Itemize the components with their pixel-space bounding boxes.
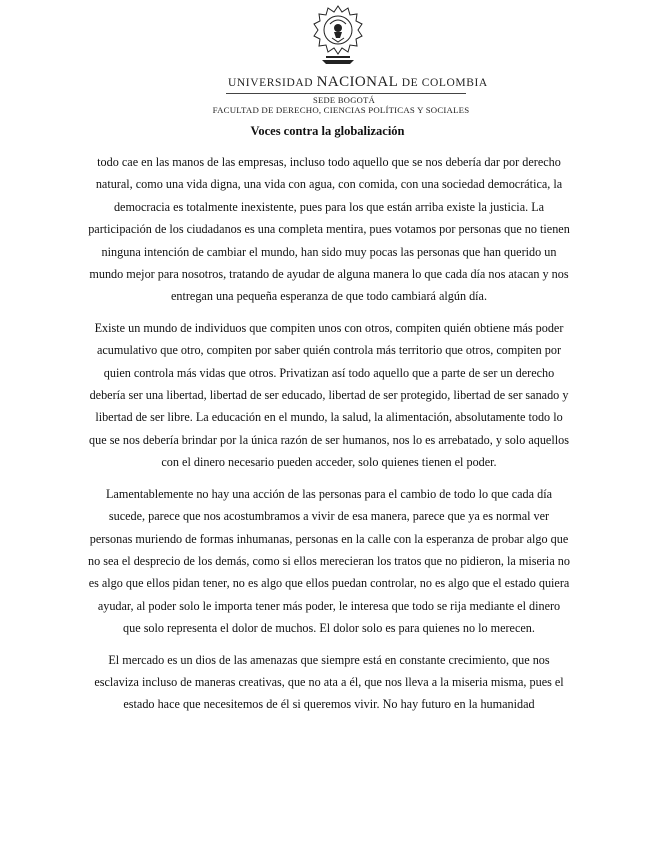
header-divider — [226, 93, 466, 94]
paragraph: Existe un mundo de individuos que compiten unos con otros, compiten quién obtiene más poder acumulativo que otro, compiten por saber quién controla más territorio que otros, compiten por quien controla más vidas que otros. Privatizan así todo aquello que a parte de ser un derecho debería ser una libertad, libertad de ser educado, libertad de ser protegido, libertad de ser sanado y libertad de ser libre. La educación en el mundo, la salud, la alimentación, absolutamente todo lo que se nos debería brindar por la única razón de ser humanos, nos lo es arrebatado, y solo aquellos con el dinero necesario pueden acceder, solo quienes tienen el poder. — [89, 320, 569, 470]
paragraph: El mercado es un dios de las amenazas que siempre está en constante crecimiento, que nos esclaviza incluso de maneras creativas, que no ata a él, que nos lleva a la miseria misma, pues el estado hace que necesitemos de él si queremos vivir. No hay futuro en la humanidad — [94, 652, 564, 712]
university-name: UNIVERSIDAD NACIONAL DE COLOMBIA — [228, 74, 488, 90]
university-seal-icon — [312, 2, 364, 70]
university-name-emphasis: NACIONAL — [316, 74, 399, 90]
paragraph: todo cae en las manos de las empresas, incluso todo aquello que se nos debería dar por derecho natural, como una vida digna, una vida con agua, con comida, con una sociedad democrática, la democracia es totalmente inexistente, pues para los que están arriba existe la justicia. La participación de los ciudadanos es una completa mentira, pues votamos por personas que no tienen ninguna intención de cambiar el mundo, han sido muy pocas las personas que han querido un mundo mejor para nosotros, tratando de ayudar de alguna manera lo que cada día nos atacan y nos entregan una pequeña esperanza de que todo cambiará algún día. — [88, 155, 570, 304]
document-title: Voces contra la globalización — [250, 124, 405, 138]
document-body — [88, 151, 570, 725]
campus-name: SEDE BOGOTÁ — [312, 95, 376, 105]
faculty-name: FACULTAD DE DERECHO, CIENCIAS POLÍTICAS Y SOCIALES — [212, 105, 470, 115]
paragraph: Lamentablemente no hay una acción de las personas para el cambio de todo lo que cada día sucede, parece que nos acostumbramos a vivir de esa manera, parece que ya es normal ver personas muriendo de formas inhumanas, personas en la calle con la esperanza de probar algo que no sea el desprecio de los demás, como si ellos merecieran los tratos que no pidieron, la miseria no es algo que ellos pidan tener, no es algo que ellos puedan controlar, no es algo que el estado quiera ayudar, al poder solo le importa tener más poder, le interesa que todo se rija mediante el dinero que solo representa el dolor de muchos. El dolor solo es para quienes no lo merecen. — [88, 486, 570, 636]
